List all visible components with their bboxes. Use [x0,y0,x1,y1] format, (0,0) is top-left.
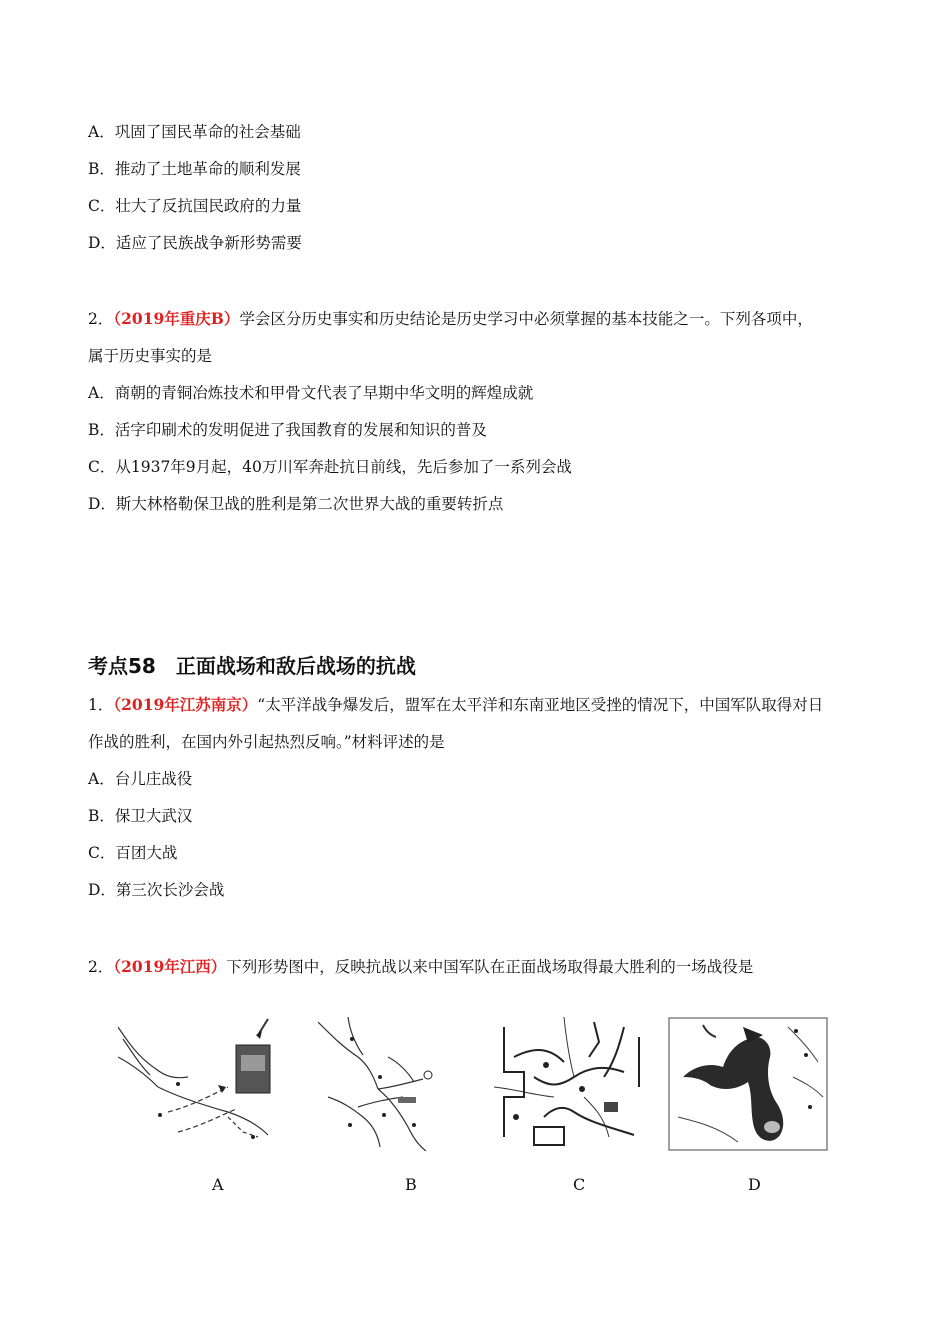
question-source: （2019年江西） [113,957,227,976]
option-c: C．百团大战 [88,844,178,862]
option-b: B．保卫大武汉 [88,807,193,825]
question-stem-cont: 作战的胜利，在国内外引起热烈反响。”材料评述的是 [88,733,445,751]
question-stem-cont: 属于历史事实的是 [88,347,213,365]
map-b-image [318,1017,458,1151]
map-c-image [494,1017,658,1151]
question-source: （2019年重庆B） [113,309,240,328]
option-b: B．活字印刷术的发明促进了我国教育的发展和知识的普及 [88,421,487,439]
map-d-image [668,1017,828,1151]
option-c: C．从1937年9月起，40万川军奔赴抗日前线，先后参加了一系列会战 [88,458,572,476]
map-label-a: A [212,1175,224,1194]
option-c: C．壮大了反抗国民政府的力量 [88,197,302,215]
map-label-c: C [573,1175,586,1194]
option-a: A．台儿庄战役 [88,770,193,788]
option-d: D．斯大林格勒保卫战的胜利是第二次世界大战的重要转折点 [88,495,504,513]
question-stem: 2．（2019年江西）下列形势图中，反映抗战以来中国军队在正面战场取得最大胜利的一场战役是 [88,957,754,976]
question-source: （2019年江苏南京） [113,695,258,714]
map-label-b: B [405,1175,417,1194]
option-b: B．推动了土地革命的顺利发展 [88,160,301,178]
section-heading: 考点58 正面战场和敌后战场的抗战 [88,654,416,678]
option-a: A．商朝的青铜冶炼技术和甲骨文代表了早期中华文明的辉煌成就 [88,384,534,402]
option-a: A．巩固了国民革命的社会基础 [88,123,301,141]
option-d: D．第三次长沙会战 [88,881,225,899]
question-stem: 1．（2019年江苏南京）“太平洋战争爆发后，盟军在太平洋和东南亚地区受挫的情况下，中国军队取得对日 [88,695,824,714]
map-label-d: D [748,1175,761,1194]
map-a-image [118,1017,293,1151]
question-stem: 2．（2019年重庆B）学会区分历史事实和历史结论是历史学习中必须掌握的基本技能之一。下列各项中， [88,309,813,328]
option-d: D．适应了民族战争新形势需要 [88,234,302,252]
